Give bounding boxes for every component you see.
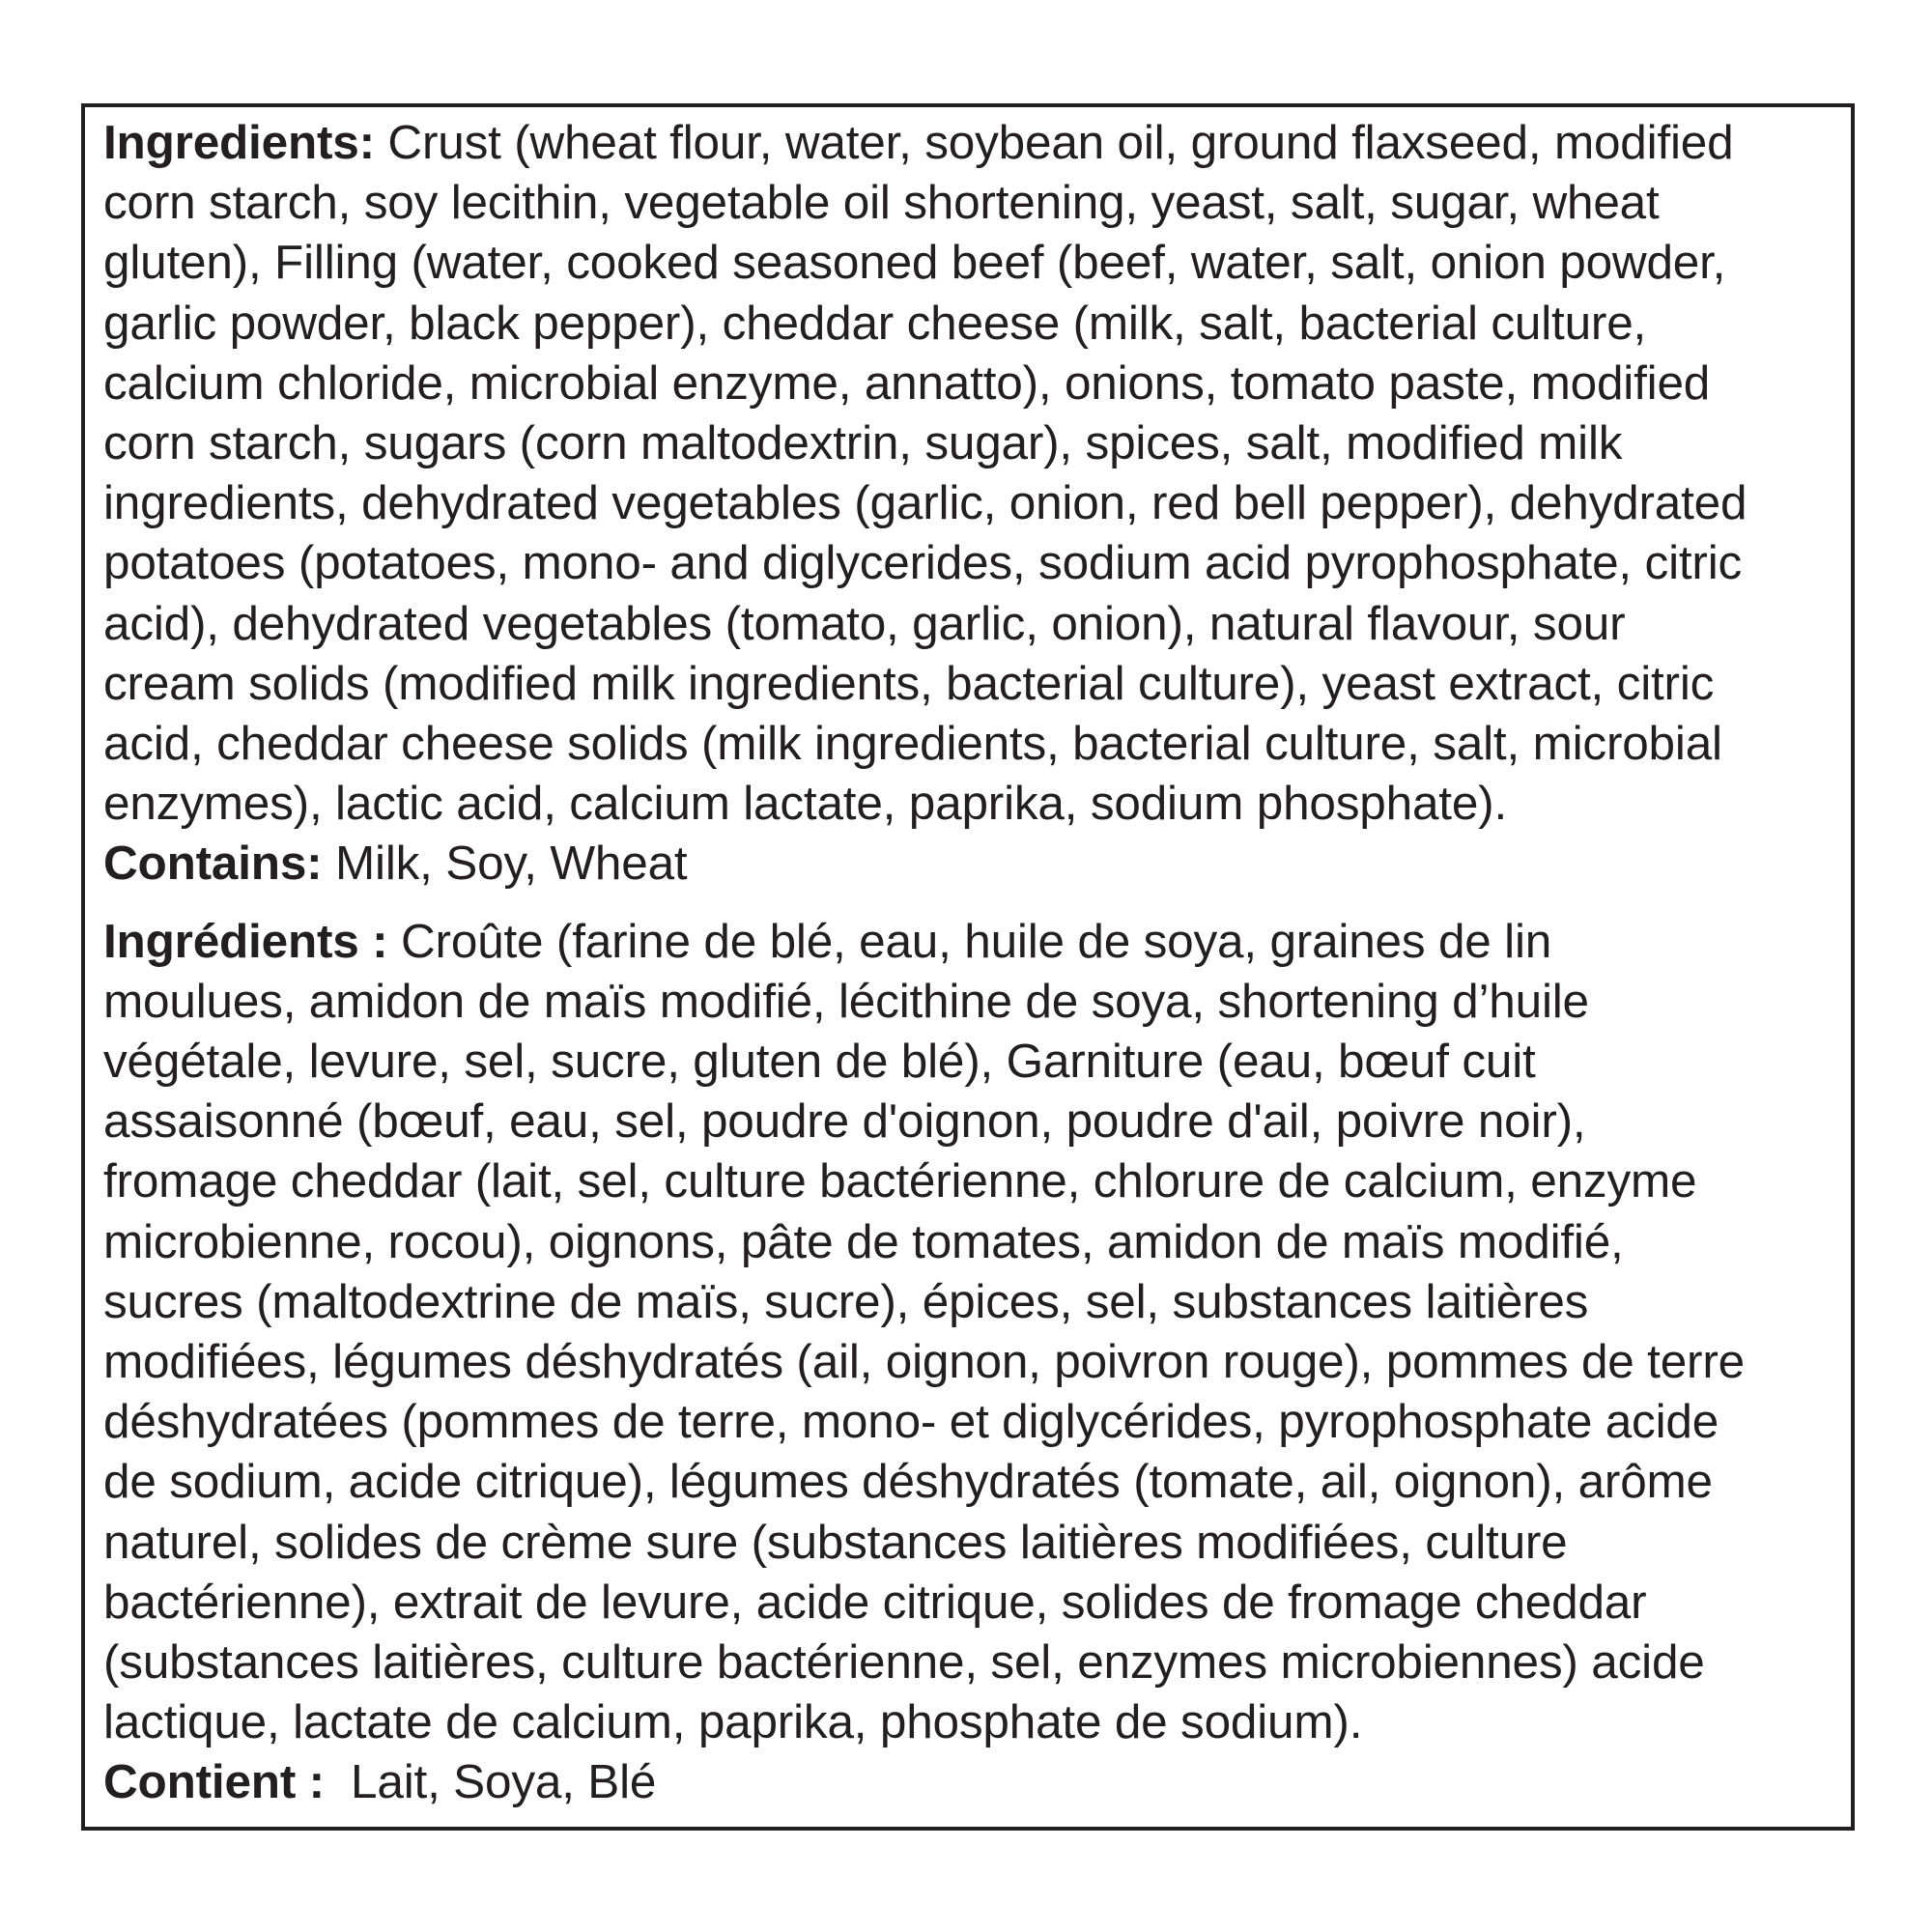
english-ingredients-text: garlic powder, black pepper), cheddar cheese (milk, salt, bacterial culture, [103, 296, 1647, 350]
english-ingredients-text: cream solids (modified milk ingredients, bacterial culture), yeast extract, citric [103, 656, 1715, 710]
english-ingredients-text: acid), dehydrated vegetables (tomato, garlic, onion), natural flavour, sour [103, 596, 1626, 650]
english-ingredients-heading: Ingredients: [103, 116, 375, 169]
french-ingredients-text: (substances laitières, culture bactérienne, sel, enzymes microbiennes) acide [103, 1635, 1705, 1690]
english-ingredients-text: ingredients, dehydrated vegetables (garlic, onion, red bell pepper), dehydrated [103, 476, 1747, 530]
english-ingredients-text: corn starch, soy lecithin, vegetable oil shortening, yeast, salt, sugar, wheat [103, 176, 1660, 230]
french-ingredients-text: assaisonné (bœuf, eau, sel, poudre d'oignon, poudre d'ail, poivre noir), [103, 1094, 1586, 1149]
french-ingredients-text: modifiées, légumes déshydratés (ail, oignon, poivron rouge), pommes de terre [103, 1335, 1745, 1389]
english-ingredients-text: corn starch, sugars (corn maltodextrin, sugar), spices, salt, modified milk [103, 416, 1623, 470]
english-ingredients-text: acid, cheddar cheese solids (milk ingredients, bacterial culture, salt, microbial [103, 717, 1722, 771]
english-ingredients-text: enzymes), lactic acid, calcium lactate, paprika, sodium phosphate). [103, 777, 1508, 831]
french-contains-line [103, 1752, 1833, 1812]
french-ingredients-text: microbienne, rocou), oignons, pâte de tomates, amidon de maïs modifié, [103, 1214, 1624, 1268]
french-ingredients-heading: Ingrédients : [103, 914, 388, 968]
english-ingredients-text: gluten), Filling (water, cooked seasoned beef (beef, water, salt, onion powder, [103, 236, 1726, 290]
french-ingredients-text: fromage cheddar (lait, sel, culture bactérienne, chlorure de calcium, enzyme [103, 1154, 1697, 1208]
section-gap [103, 895, 1833, 912]
english-contains-line [103, 834, 1833, 894]
ingredients-label [103, 113, 1833, 1813]
french-ingredients-text: sucres (maltodextrine de maïs, sucre), épices, sel, substances laitières [103, 1274, 1589, 1328]
english-contains-value: Milk, Soy, Wheat [322, 837, 688, 891]
french-ingredients-line [103, 912, 1833, 972]
english-ingredients-text: potatoes (potatoes, mono- and diglycerides, sodium acid pyrophosphate, citric [103, 536, 1743, 590]
english-ingredients-text: Crust (wheat flour, water, soybean oil, ground flaxseed, modified [374, 116, 1734, 169]
french-ingredients-text: de sodium, acide citrique), légumes déshydratés (tomate, ail, oignon), arôme [103, 1455, 1713, 1509]
french-ingredients-text: lactique, lactate de calcium, paprika, phosphate de sodium). [103, 1695, 1363, 1749]
french-ingredients-text: déshydratées (pommes de terre, mono- et diglycérides, pyrophosphate acide [103, 1395, 1719, 1449]
french-contains-heading: Contient : [103, 1755, 325, 1809]
french-ingredients-text: moulues, amidon de maïs modifié, lécithine de soya, shortening d’huile [103, 974, 1589, 1028]
french-contains-value: Lait, Soya, Blé [324, 1755, 657, 1809]
french-ingredients-text: bactérienne), extrait de levure, acide citrique, solides de fromage cheddar [103, 1575, 1647, 1629]
french-ingredients-text: végétale, levure, sel, sucre, gluten de blé), Garniture (eau, bœuf cuit [103, 1035, 1536, 1089]
english-contains-heading: Contains: [103, 837, 323, 891]
english-ingredients-line [103, 113, 1833, 173]
french-ingredients-text: Croûte (farine de blé, eau, huile de soya, graines de lin [387, 914, 1552, 968]
french-ingredients-text: naturel, solides de crème sure (substances laitières modifiées, culture [103, 1515, 1568, 1569]
english-ingredients-text: calcium chloride, microbial enzyme, annatto), onions, tomato paste, modified [103, 355, 1711, 410]
